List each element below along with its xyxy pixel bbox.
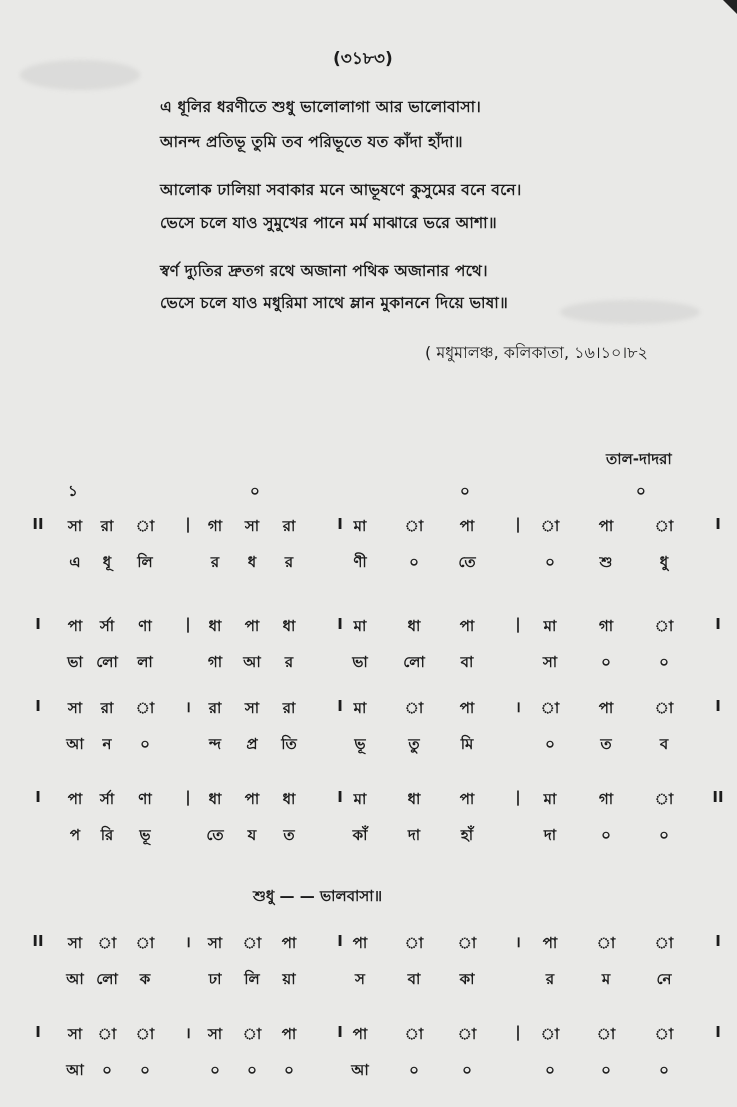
- lyric-syllable: রি: [100, 826, 114, 844]
- swara-note: া: [404, 517, 424, 535]
- bar-line: I: [337, 615, 343, 633]
- bar-line: ।: [185, 933, 191, 951]
- page-number: (৩১৮৩): [333, 49, 393, 69]
- bar-line: I: [337, 788, 343, 806]
- swara-note: া: [457, 1025, 477, 1043]
- swara-note: পা: [459, 699, 475, 717]
- lyric-syllable: আ: [243, 653, 261, 671]
- swara-note: পা: [67, 790, 83, 808]
- bar-end: I: [715, 932, 721, 950]
- swara-note: সা: [207, 1025, 223, 1043]
- swara-note: ধা: [282, 790, 296, 808]
- bar-start: I: [35, 788, 41, 806]
- lyric-syllable: প: [69, 826, 81, 844]
- swara-note: পা: [281, 1025, 297, 1043]
- lyric-syllable: ০: [140, 1061, 150, 1079]
- bar-start: I: [35, 615, 41, 633]
- bar-end: I: [715, 697, 721, 715]
- lyric-syllable: ঢা: [208, 970, 222, 988]
- swara-note: া: [242, 934, 262, 952]
- lyric-syllable: কাঁ: [352, 826, 368, 844]
- swara-note: রা: [282, 699, 296, 717]
- swara-note: সা: [67, 517, 83, 535]
- lyric-syllable: ভা: [352, 653, 368, 671]
- lyric-syllable: ০: [659, 1061, 669, 1079]
- swara-note: পা: [352, 1025, 368, 1043]
- composition-signature: ( মধুমালঞ্চ, কলিকাতা, ১৬।১০।৮২: [425, 343, 648, 362]
- lyric-syllable: তু: [408, 735, 420, 753]
- lyric-syllable: নে: [656, 970, 672, 988]
- swara-note: সা: [244, 517, 260, 535]
- bar-line: |: [515, 515, 521, 533]
- swara-note: পা: [459, 790, 475, 808]
- swara-note: পা: [244, 617, 260, 635]
- swara-note: সা: [67, 699, 83, 717]
- lyric-syllable: শু: [599, 553, 613, 571]
- lyric-syllable: ০: [409, 1061, 419, 1079]
- swara-note: া: [135, 934, 155, 952]
- lyric-syllable: ধু: [659, 553, 669, 571]
- lyric-syllable: ধ: [247, 553, 257, 571]
- lyric-syllable: ত: [600, 735, 612, 753]
- swara-note: া: [135, 1025, 155, 1043]
- lyric-syllable: তে: [206, 826, 224, 844]
- swara-note: পা: [281, 934, 297, 952]
- lyric-syllable: গা: [207, 653, 223, 671]
- swara-note: া: [540, 699, 560, 717]
- bar-start: I: [35, 697, 41, 715]
- print-bleed: [20, 60, 140, 90]
- bar-start: II: [32, 515, 44, 533]
- lyric-syllable: সা: [542, 653, 558, 671]
- swara-note: া: [654, 699, 674, 717]
- bar-line: |: [185, 788, 191, 806]
- lyric-syllable: ০: [140, 735, 150, 753]
- bar-line: |: [185, 515, 191, 533]
- lyric-syllable: র: [284, 553, 294, 571]
- swara-note: া: [654, 617, 674, 635]
- lyric-syllable: ণী: [353, 553, 367, 571]
- swara-note: মা: [353, 699, 367, 717]
- swara-note: পা: [598, 699, 614, 717]
- lyric-syllable: আ: [66, 970, 84, 988]
- page-corner: [723, 0, 737, 14]
- lyric-syllable: র: [210, 553, 220, 571]
- bar-start: I: [35, 1023, 41, 1041]
- swara-note: ণা: [138, 617, 152, 635]
- lyric-syllable: বা: [407, 970, 421, 988]
- lyric-syllable: ০: [545, 735, 555, 753]
- swara-note: ধা: [407, 790, 421, 808]
- lyric-syllable: ০: [545, 1061, 555, 1079]
- swara-note: া: [97, 1025, 117, 1043]
- lyric-syllable: ক: [139, 970, 151, 988]
- swara-note: া: [135, 699, 155, 717]
- bar-line: ।: [515, 933, 521, 951]
- swara-note: সা: [67, 934, 83, 952]
- swara-note: রা: [100, 699, 114, 717]
- bar-line: |: [185, 615, 191, 633]
- beat-marker-2: ০: [250, 482, 260, 500]
- bar-line: |: [515, 1023, 521, 1041]
- lyric-syllable: ব: [659, 735, 669, 753]
- lyric-syllable: ০: [247, 1061, 257, 1079]
- verse-line-4: ভেসে চলে যাও সুমুখের পানে মর্ম মাঝারে ভরে আশা॥: [160, 214, 497, 232]
- swara-note: মা: [353, 617, 367, 635]
- swara-note: ধা: [208, 617, 222, 635]
- swara-note: া: [654, 790, 674, 808]
- lyric-syllable: তে: [458, 553, 476, 571]
- lyric-syllable: ধূ: [102, 553, 112, 571]
- lyric-syllable: ভা: [67, 653, 83, 671]
- lyric-syllable: র: [545, 970, 555, 988]
- lyric-syllable: কা: [459, 970, 475, 988]
- swara-note: ণা: [138, 790, 152, 808]
- bar-line: I: [337, 697, 343, 715]
- swara-note: মা: [543, 790, 557, 808]
- lyric-syllable: ০: [409, 553, 419, 571]
- lyric-syllable: ম: [601, 970, 611, 988]
- swara-note: গা: [207, 517, 223, 535]
- lyric-syllable: ০: [601, 1061, 611, 1079]
- bar-line: I: [337, 932, 343, 950]
- swara-note: পা: [598, 517, 614, 535]
- verse-line-5: স্বর্ণ দ্যুতির দ্রুতগ রথে অজানা পথিক অজানার পথে।: [160, 262, 488, 280]
- bar-end: I: [715, 615, 721, 633]
- lyric-syllable: ০: [601, 826, 611, 844]
- swara-note: রা: [282, 517, 296, 535]
- swara-note: সা: [244, 699, 260, 717]
- lyric-syllable: লি: [244, 970, 260, 988]
- beat-marker-1: ১: [68, 482, 78, 500]
- swara-note: রা: [100, 517, 114, 535]
- lyric-syllable: এ: [69, 553, 81, 571]
- lyric-syllable: ন: [102, 735, 112, 753]
- lyric-syllable: লো: [96, 970, 118, 988]
- lyric-syllable: দা: [407, 826, 421, 844]
- swara-note: া: [654, 517, 674, 535]
- swara-note: া: [654, 1025, 674, 1043]
- bar-line: ।: [185, 698, 191, 716]
- bar-line: I: [337, 1023, 343, 1041]
- swara-note: র্সা: [99, 790, 115, 808]
- lyric-syllable: ০: [659, 653, 669, 671]
- swara-note: গা: [598, 790, 614, 808]
- swara-note: া: [97, 934, 117, 952]
- lyric-syllable: ০: [102, 1061, 112, 1079]
- lyric-syllable: আ: [351, 1061, 369, 1079]
- bar-end: II: [712, 788, 724, 806]
- swara-note: গা: [598, 617, 614, 635]
- bar-line: |: [515, 788, 521, 806]
- beat-marker-4: ০: [636, 482, 646, 500]
- swara-note: া: [404, 934, 424, 952]
- swara-note: া: [457, 934, 477, 952]
- verse-line-1: এ ধূলির ধরণীতে শুধু ভালোলাগা আর ভালোবাসা।: [160, 98, 482, 116]
- swara-note: রা: [208, 699, 222, 717]
- verse-line-2: আনন্দ প্রতিভূ তুমি তব পরিভূতে যত কাঁদা হাঁদা॥: [160, 133, 463, 151]
- lyric-syllable: ০: [659, 826, 669, 844]
- lyric-syllable: বা: [460, 653, 474, 671]
- lyric-syllable: লি: [137, 553, 153, 571]
- swara-note: মা: [543, 617, 557, 635]
- lyric-syllable: প্র: [246, 735, 258, 753]
- bar-line: ।: [185, 1024, 191, 1042]
- bar-line: I: [337, 515, 343, 533]
- swara-note: া: [404, 1025, 424, 1043]
- bar-end: I: [715, 515, 721, 533]
- lyric-syllable: ০: [284, 1061, 294, 1079]
- bar-start: II: [32, 932, 44, 950]
- lyric-syllable: র: [284, 653, 294, 671]
- lyric-syllable: ০: [545, 553, 555, 571]
- bar-end: I: [715, 1023, 721, 1041]
- swara-note: পা: [67, 617, 83, 635]
- swara-note: া: [596, 1025, 616, 1043]
- beat-marker-3: ০: [460, 482, 470, 500]
- swara-note: া: [540, 1025, 560, 1043]
- lyric-syllable: ত: [283, 826, 295, 844]
- lyric-syllable: হাঁ: [460, 826, 474, 844]
- swara-note: পা: [244, 790, 260, 808]
- swara-note: মা: [353, 790, 367, 808]
- lyric-syllable: তি: [281, 735, 297, 753]
- bar-line: |: [515, 615, 521, 633]
- lyric-syllable: স: [355, 970, 365, 988]
- lyric-syllable: য়া: [282, 970, 296, 988]
- swara-note: ধা: [407, 617, 421, 635]
- bar-line: ।: [515, 698, 521, 716]
- lyric-syllable: য: [247, 826, 257, 844]
- lyric-syllable: ন্দ: [208, 735, 222, 753]
- lyric-syllable: ভূ: [139, 826, 151, 844]
- swara-note: পা: [352, 934, 368, 952]
- swara-note: পা: [459, 517, 475, 535]
- swara-note: ধা: [282, 617, 296, 635]
- verse-line-3: আলোক ঢালিয়া সবাকার মনে আভূষণে কুসুমের বনে বনে।: [160, 181, 522, 199]
- swara-note: পা: [542, 934, 558, 952]
- lyric-syllable: লা: [137, 653, 153, 671]
- swara-note: া: [242, 1025, 262, 1043]
- lyric-syllable: লো: [96, 653, 118, 671]
- swara-note: র্সা: [99, 617, 115, 635]
- lyric-syllable: ০: [601, 653, 611, 671]
- swara-note: মা: [353, 517, 367, 535]
- swara-note: পা: [459, 617, 475, 635]
- swara-note: সা: [67, 1025, 83, 1043]
- swara-note: সা: [207, 934, 223, 952]
- tala-label: তাল-দাদরা: [606, 450, 672, 468]
- swara-note: া: [654, 934, 674, 952]
- swara-note: া: [135, 517, 155, 535]
- lyric-syllable: লো: [403, 653, 425, 671]
- lyric-syllable: ০: [210, 1061, 220, 1079]
- print-bleed: [560, 300, 700, 324]
- lyric-syllable: আ: [66, 1061, 84, 1079]
- swara-note: া: [596, 934, 616, 952]
- verse-line-6: ভেসে চলে যাও মধুরিমা সাথে ম্লান মুকাননে দিয়ে ভাষা॥: [160, 294, 508, 312]
- swara-note: া: [540, 517, 560, 535]
- lyric-syllable: ভূ: [354, 735, 366, 753]
- swara-note: া: [404, 699, 424, 717]
- lyric-syllable: দা: [543, 826, 557, 844]
- lyric-syllable: মি: [460, 735, 474, 753]
- swara-note: ধা: [208, 790, 222, 808]
- refrain-line: শুধু — — ভালবাসা॥: [253, 887, 383, 905]
- lyric-syllable: ০: [462, 1061, 472, 1079]
- lyric-syllable: আ: [66, 735, 84, 753]
